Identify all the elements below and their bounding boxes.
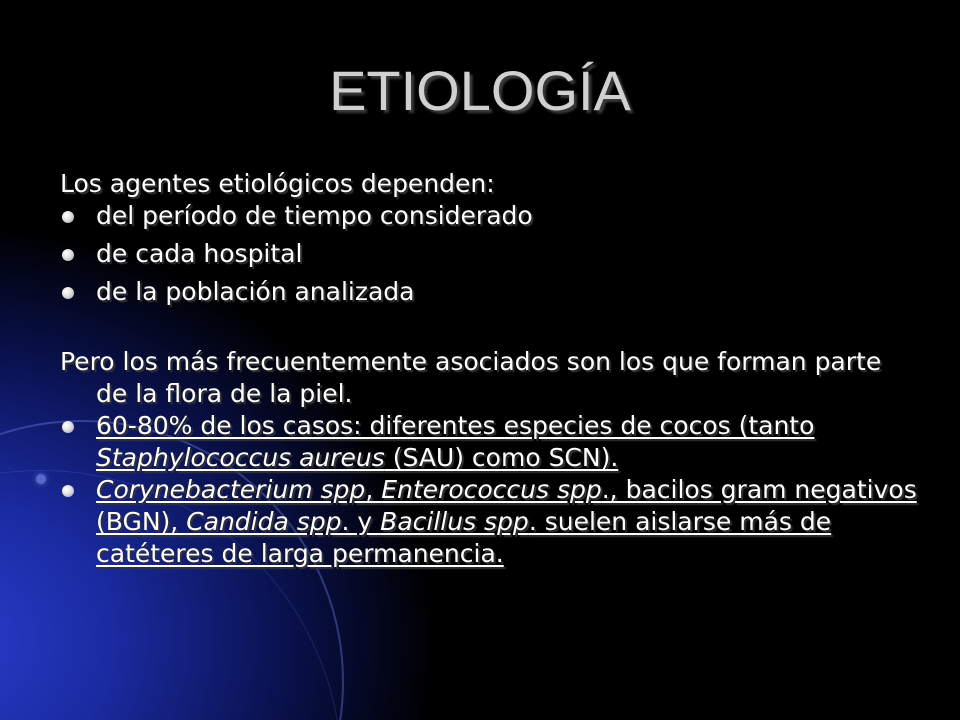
bullet-icon <box>62 287 74 299</box>
paragraph-text: Pero los más frecuentemente asociados son los que forman parte de la flora de la piel. <box>60 347 882 408</box>
bullet-icon <box>62 485 74 497</box>
list-item-text: del período de tiempo considerado <box>96 201 533 230</box>
text-run[interactable]: ., bacilos gram negativos (BGN), <box>96 475 917 536</box>
bullet-icon <box>62 211 74 223</box>
list-item-text: de la población analizada <box>96 277 415 306</box>
species-name[interactable]: Bacillus spp <box>380 507 529 536</box>
intro-text: Los agentes etiológicos dependen: <box>60 169 495 198</box>
decorative-dot <box>36 474 46 484</box>
list-item <box>60 276 920 308</box>
text-run[interactable]: . y <box>341 507 381 536</box>
linked-text[interactable] <box>96 411 814 472</box>
linked-text[interactable] <box>96 475 917 568</box>
text-run[interactable]: , <box>365 475 382 504</box>
species-name[interactable]: Enterococcus spp <box>381 475 602 504</box>
slide-title: ETIOLOGÍA <box>329 59 631 122</box>
species-name[interactable]: Staphylococcus aureus <box>96 443 385 472</box>
species-name[interactable]: Corynebacterium spp <box>96 475 366 504</box>
slide-body <box>60 168 920 570</box>
list-item <box>60 474 920 570</box>
bullet-icon <box>62 421 74 433</box>
list-item-text: de cada hospital <box>96 239 303 268</box>
list-item <box>60 410 920 474</box>
bullet-icon <box>62 249 74 261</box>
list-item <box>60 200 920 232</box>
text-run[interactable]: 60-80% de los casos: diferentes especies de cocos (tanto <box>96 411 815 440</box>
text-run[interactable]: (SAU) como SCN). <box>384 443 619 472</box>
text-run[interactable]: . suelen aislarse más de catéteres de larga permanencia. <box>96 507 832 568</box>
species-name[interactable]: Candida spp <box>186 507 342 536</box>
list-item <box>60 238 920 270</box>
